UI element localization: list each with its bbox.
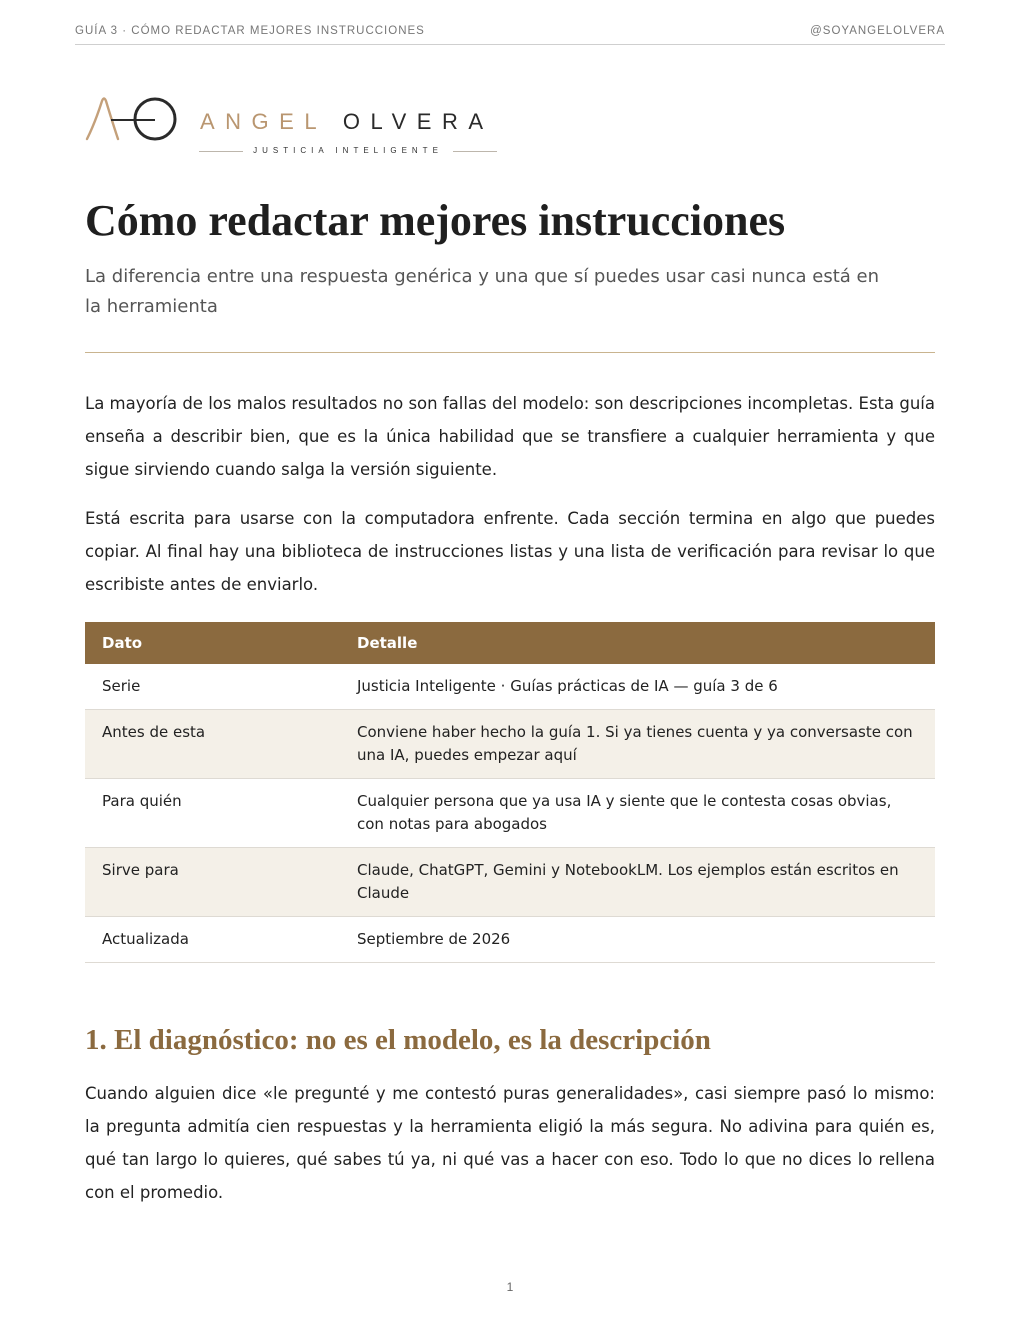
logo-wordmark xyxy=(200,109,494,135)
ao-monogram-icon xyxy=(85,93,185,145)
section-1-paragraph: Cuando alguien dice «le pregunté y me contestó puras generalidades», casi siempre pasó lo mismo: la pregunta admitía cien respuestas y la herramienta eligió la más segura. No adivina para quién es, qué tan largo lo quieres, qué sabes tú ya, ni qué vas a hacer con eso. Todo lo que no dices lo rellena con el promedio. xyxy=(85,1084,935,1202)
logo-last-name: OLVERA xyxy=(342,109,494,134)
intro-paragraph-2: Está escrita para usarse con la computadora enfrente. Cada sección termina en algo que puedes copiar. Al final hay una biblioteca de instrucciones listas y una lista de verificación para revisar lo que escribiste antes de enviarlo. xyxy=(85,509,935,594)
table-header-detalle: Detalle xyxy=(340,622,935,664)
table-row-label: Sirve para xyxy=(85,848,340,917)
table-row xyxy=(85,779,935,848)
table-row xyxy=(85,664,935,710)
page-title: Cómo redactar mejores instrucciones xyxy=(85,196,786,245)
tagline-rule-right xyxy=(453,151,497,152)
running-header xyxy=(75,24,945,45)
title-divider xyxy=(85,352,935,353)
table-row xyxy=(85,917,935,963)
table-row-label: Actualizada xyxy=(85,917,340,963)
table-header-row xyxy=(85,622,935,664)
table-row-value: Conviene haber hecho la guía 1. Si ya tienes cuenta y ya conversaste con una IA, puedes empezar aquí xyxy=(340,710,935,779)
table-row xyxy=(85,848,935,917)
table-header-dato: Dato xyxy=(85,622,340,664)
intro-paragraph-1: La mayoría de los malos resultados no son fallas del modelo: son descripciones incompletas. Esta guía enseña a describir bien, que es la única habilidad que se transfiere a cualquier herramienta y que sigue sirviendo cuando salga la versión siguiente. xyxy=(85,394,935,479)
table-row-value: Claude, ChatGPT, Gemini y NotebookLM. Los ejemplos están escritos en Claude xyxy=(340,848,935,917)
page-subtitle: La diferencia entre una respuesta genérica y una que sí puedes usar casi nunca está en la herramienta xyxy=(85,266,880,317)
page-content xyxy=(85,190,935,1209)
section-1-heading: 1. El diagnóstico: no es el modelo, es la descripción xyxy=(85,1024,711,1056)
table-row-value: Septiembre de 2026 xyxy=(340,917,935,963)
table-row-label: Serie xyxy=(85,664,340,710)
table-row-value: Justicia Inteligente · Guías prácticas de IA — guía 3 de 6 xyxy=(340,664,935,710)
page-number: 1 xyxy=(506,1280,514,1294)
logo-tagline-text: JUSTICIA INTELIGENTE xyxy=(253,146,443,155)
guide-info-table xyxy=(85,622,935,963)
running-header-title: GUÍA 3 · CÓMO REDACTAR MEJORES INSTRUCCIONES xyxy=(75,25,425,37)
running-header-handle: @SOYANGELOLVERA xyxy=(810,25,945,37)
tagline-rule-left xyxy=(199,151,243,152)
table-row xyxy=(85,710,935,779)
brand-logo xyxy=(85,93,505,163)
table-row-label: Antes de esta xyxy=(85,710,340,779)
logo-first-name: ANGEL xyxy=(200,109,327,134)
table-row-label: Para quién xyxy=(85,779,340,848)
logo-tagline xyxy=(199,146,497,156)
table-row-value: Cualquier persona que ya usa IA y siente que le contesta cosas obvias, con notas para abogados xyxy=(340,779,935,848)
